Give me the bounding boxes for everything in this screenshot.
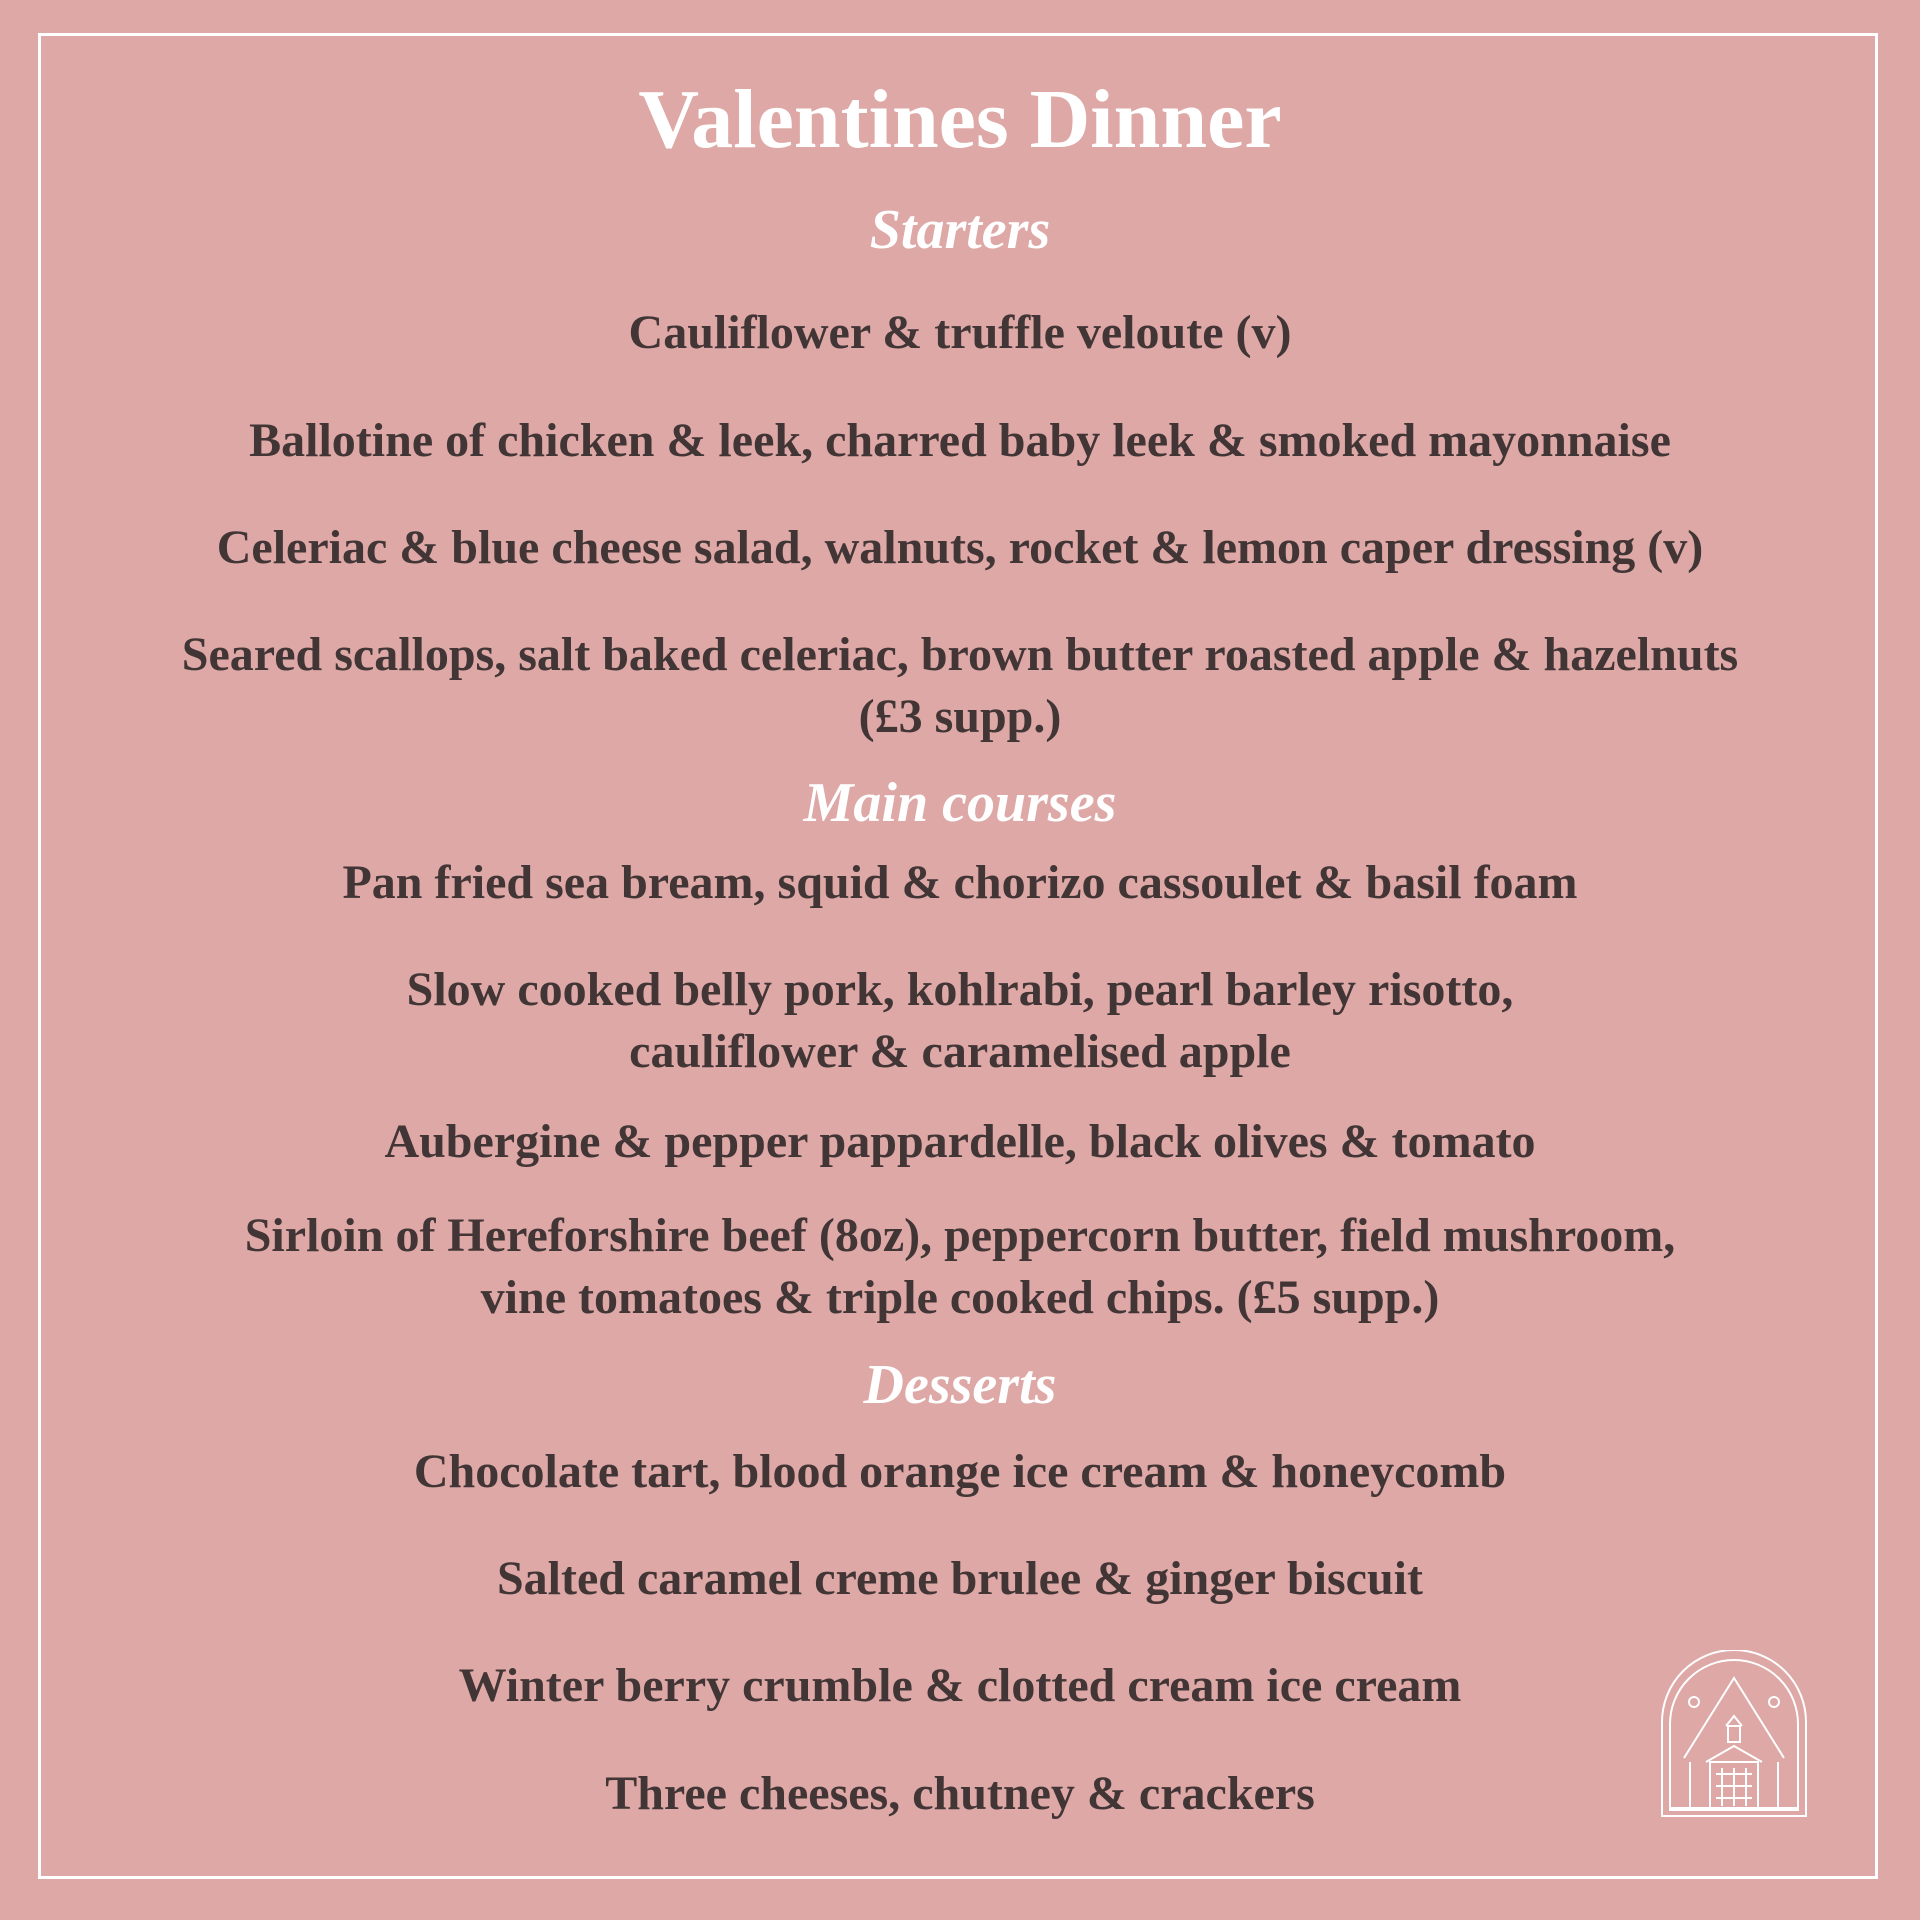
menu-item-main-2	[0, 959, 1920, 1083]
menu-item-line: Pan fried sea bream, squid & chorizo cassoulet & basil foam	[342, 856, 1578, 909]
menu-item-starter-4	[0, 624, 1920, 748]
menu-item-line: Salted caramel creme brulee & ginger biscuit	[496, 1552, 1423, 1605]
menu-item-dessert-3	[0, 1655, 1920, 1717]
menu-item-line: Sirloin of Hereforshire beef (8oz), peppercorn butter, field mushroom,	[244, 1209, 1676, 1262]
menu-item-line: Aubergine & pepper pappardelle, black olives & tomato	[384, 1115, 1536, 1168]
menu-item-line: Slow cooked belly pork, kohlrabi, pearl barley risotto,	[406, 963, 1514, 1016]
menu-item-line: cauliflower & caramelised apple	[629, 1025, 1291, 1078]
menu-item-line: Three cheeses, chutney & crackers	[605, 1767, 1315, 1820]
section-heading-desserts: Desserts	[863, 1354, 1057, 1416]
menu-item-dessert-1	[0, 1441, 1920, 1503]
menu-item-line: Ballotine of chicken & leek, charred baby leek & smoked mayonnaise	[249, 414, 1671, 467]
section-heading-mains: Main courses	[803, 772, 1117, 834]
menu-item-line: Chocolate tart, blood orange ice cream & honeycomb	[413, 1445, 1507, 1498]
menu-item-starter-1	[0, 302, 1920, 364]
menu-item-line: Celeriac & blue cheese salad, walnuts, rocket & lemon caper dressing (v)	[216, 521, 1704, 574]
menu-item-line: Seared scallops, salt baked celeriac, brown butter roasted apple & hazelnuts	[181, 628, 1739, 681]
section-heading-starters: Starters	[869, 199, 1051, 261]
menu-item-main-1	[0, 852, 1920, 914]
menu-item-line: (£3 supp.)	[858, 690, 1062, 743]
menu-item-line: Winter berry crumble & clotted cream ice cream	[458, 1659, 1462, 1712]
house-arch-logo-icon	[1660, 1650, 1808, 1818]
menu-item-starter-2	[0, 410, 1920, 472]
menu-item-main-3	[0, 1111, 1920, 1173]
menu-item-dessert-2	[0, 1548, 1920, 1610]
menu-item-dessert-4	[0, 1763, 1920, 1825]
menu-item-line: Cauliflower & truffle veloute (v)	[628, 306, 1292, 359]
menu-item-line: vine tomatoes & triple cooked chips. (£5 supp.)	[480, 1271, 1440, 1324]
menu-item-main-4	[0, 1205, 1920, 1329]
menu-title: Valentines Dinner	[638, 73, 1282, 166]
menu-item-starter-3	[0, 517, 1920, 579]
